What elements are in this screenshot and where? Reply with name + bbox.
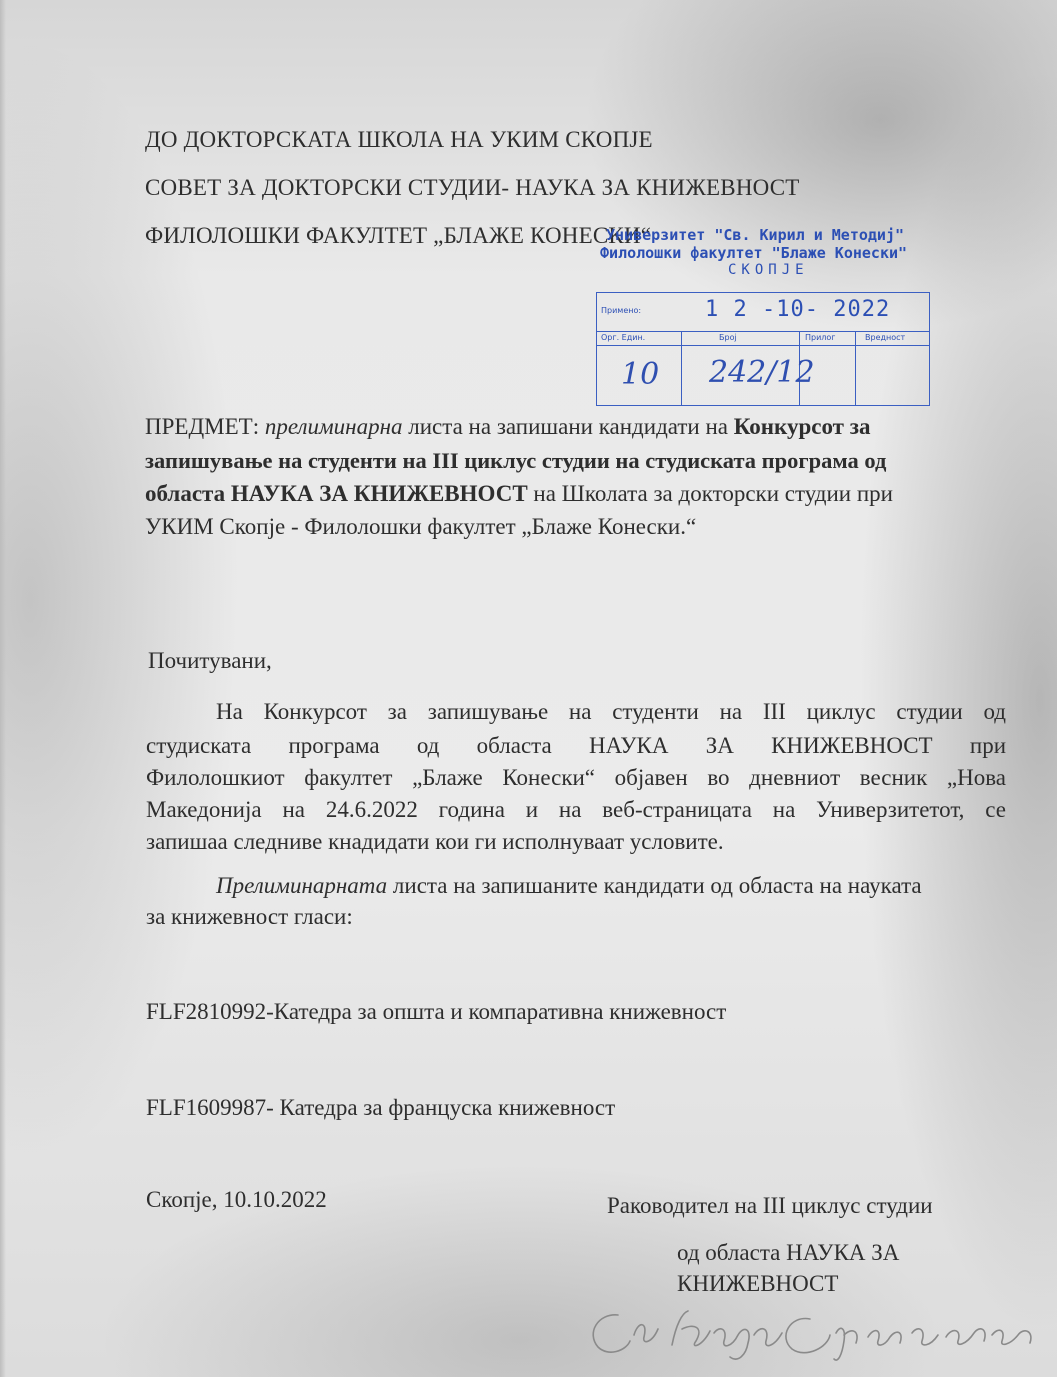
stamp-number-label: Број bbox=[719, 333, 737, 342]
subject-bold-c: областа НАУКА ЗА КНИЖЕВНОСТ bbox=[145, 481, 528, 506]
stamp-faculty: Филолошки факултет "Блаже Конески" bbox=[600, 244, 908, 262]
stamp-received-label: Примено: bbox=[601, 306, 642, 315]
paragraph-2-line-1 bbox=[216, 872, 922, 900]
stamp-attachment-label: Прилог bbox=[805, 333, 836, 342]
subject-label: ПРЕДМЕТ: bbox=[145, 414, 260, 439]
stamp-divider bbox=[855, 331, 856, 405]
stamp-date-row bbox=[597, 293, 929, 332]
header-line-2: СОВЕТ ЗА ДОКТОРСКИ СТУДИИ- НАУКА ЗА КНИЖЕВНОСТ bbox=[145, 175, 800, 200]
subject-italic-word: прелиминарна bbox=[264, 414, 403, 439]
registry-stamp bbox=[596, 226, 934, 412]
paragraph-2-rest: листа на запишаните кандидати од областа на науката bbox=[392, 873, 922, 898]
header-line-3: ФИЛОЛОШКИ ФАКУЛТЕТ „БЛАЖЕ КОНЕСКИ“ bbox=[145, 223, 652, 248]
subject-line-2: запишување на студенти на III циклус студии на студиската програма од bbox=[145, 448, 887, 473]
stamp-grid bbox=[596, 292, 930, 406]
paragraph-2-italic: Прелиминарната bbox=[216, 873, 388, 898]
subject-line-4: УКИМ Скопје - Филолошки факултет „Блаже Конески.“ bbox=[145, 514, 697, 539]
stamp-value-label: Вредност bbox=[865, 333, 906, 342]
stamp-city: СКОПЈЕ bbox=[728, 262, 809, 278]
paragraph-1-line-1: На Конкурсот за запишување на студенти на III циклус студии од bbox=[216, 699, 1006, 724]
subject-line-3 bbox=[145, 480, 893, 508]
stamp-org-label: Орг. Един. bbox=[601, 333, 646, 342]
paragraph-1-line-5: запишаа следниве кнадидати кои ги исполнуваат условите. bbox=[146, 829, 724, 854]
handwritten-signature bbox=[578, 1285, 1057, 1365]
subject-text-b: на Школата за докторски студии при bbox=[533, 481, 893, 506]
paragraph-1-line-4: Македонија на 24.6.2022 година и на веб-страницата на Универзитетот, се bbox=[146, 797, 1006, 822]
subject-bold-a: Конкурсот за bbox=[733, 414, 871, 439]
stamp-number-handwritten: 242/12 bbox=[709, 355, 815, 390]
candidate-item-2: FLF1609987- Катедра за француска книжевност bbox=[146, 1095, 616, 1120]
paragraph-2-line-2: за книжевност гласи: bbox=[146, 904, 353, 929]
place-and-date: Скопје, 10.10.2022 bbox=[146, 1187, 327, 1212]
stamp-divider bbox=[681, 331, 682, 405]
scan-edge bbox=[0, 0, 6, 1377]
stamp-date: 1 2 -10- 2022 bbox=[705, 297, 891, 322]
stamp-org-handwritten: 10 bbox=[621, 357, 660, 392]
signatory-title-line-2: од областа НАУКА ЗА bbox=[677, 1240, 900, 1265]
stamp-university: Универзитет "Св. Кирил и Методиј" bbox=[606, 226, 905, 244]
salutation: Почитувани, bbox=[148, 648, 272, 673]
header-line-1: ДО ДОКТОРСКАТА ШКОЛА НА УКИМ СКОПЈЕ bbox=[145, 127, 653, 152]
signatory-title-line-3: КНИЖЕВНОСТ bbox=[677, 1271, 839, 1296]
subject-text-a: листа на запишани кандидати на bbox=[408, 414, 729, 439]
candidate-item-1: FLF2810992-Катедра за општа и компаративна книжевност bbox=[146, 999, 727, 1024]
paragraph-1-line-2: студиската програма од областа НАУКА ЗА КНИЖЕВНОСТ при bbox=[146, 733, 1006, 758]
signatory-title-line-1: Раководител на III циклус студии bbox=[607, 1193, 933, 1218]
stamp-row-line bbox=[597, 345, 929, 346]
subject-line-1 bbox=[145, 413, 870, 441]
paragraph-1-line-3: Филолошкиот факултет „Блаже Конески“ објавен во дневниот весник „Нова bbox=[146, 765, 1006, 790]
